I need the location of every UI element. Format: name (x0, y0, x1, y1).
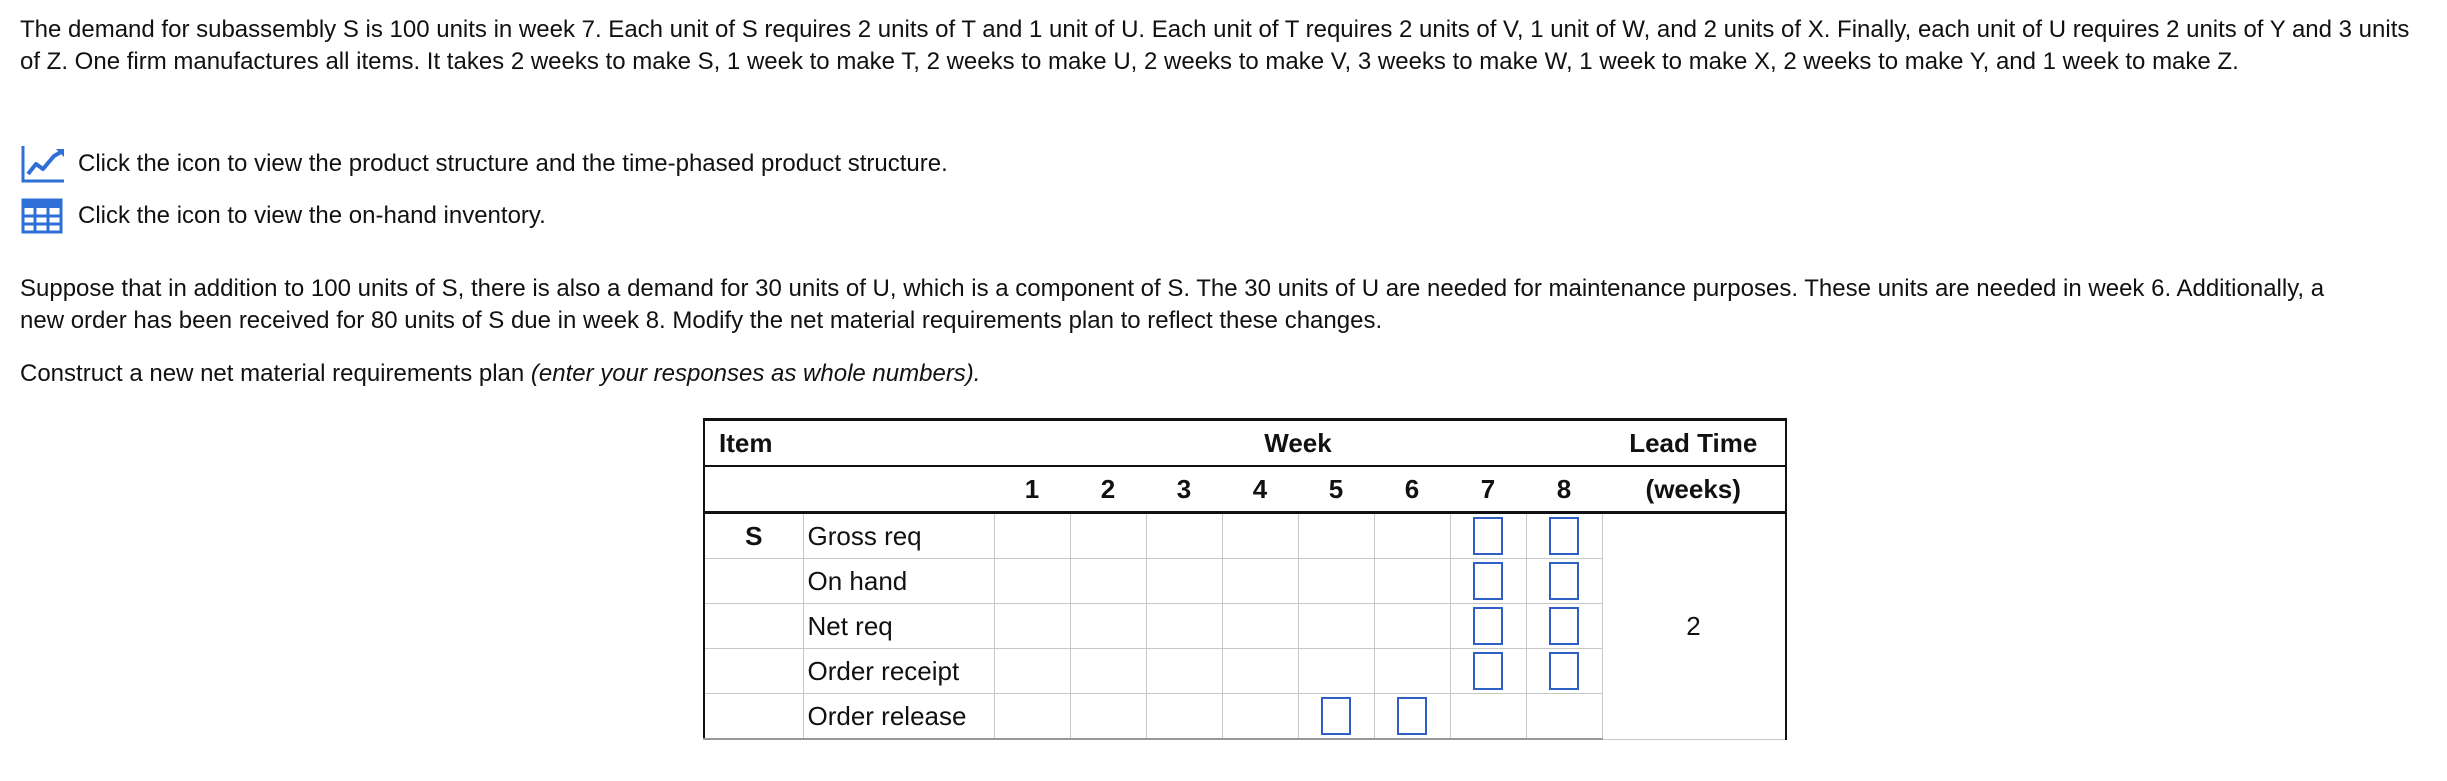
item-name: S (704, 513, 803, 559)
week-header: 5 (1298, 466, 1374, 513)
table-grid-icon[interactable] (20, 194, 70, 238)
week-cell (1374, 649, 1450, 694)
row-label: Order receipt (803, 649, 994, 694)
week-header: 4 (1222, 466, 1298, 513)
week-cell (1298, 559, 1374, 604)
week-cell (1450, 513, 1526, 559)
answer-input[interactable] (1549, 517, 1579, 555)
answer-input[interactable] (1473, 562, 1503, 600)
week-cell (1526, 559, 1602, 604)
instruction-main: Construct a new net material requirements plan (20, 360, 531, 387)
week-cell (1222, 649, 1298, 694)
week-cell (1222, 604, 1298, 649)
header-weeks-unit: (weeks) (1602, 466, 1786, 513)
week-cell (1374, 559, 1450, 604)
inventory-link-text[interactable]: Click the icon to view the on-hand inventory. (78, 202, 546, 229)
week-header: 1 (994, 466, 1070, 513)
week-cell (1298, 513, 1374, 559)
week-cell (1146, 649, 1222, 694)
week-cell (1526, 513, 1602, 559)
week-header: 2 (1070, 466, 1146, 513)
week-cell (1526, 694, 1602, 740)
instruction-italic: (enter your responses as whole numbers). (530, 360, 981, 387)
structure-link-text[interactable]: Click the icon to view the product structure and the time-phased product structure. (78, 150, 948, 177)
header-item: Item (704, 420, 803, 467)
header-row-2 (704, 466, 1786, 513)
week-cell (1070, 513, 1146, 559)
week-cell (1146, 604, 1222, 649)
answer-input[interactable] (1473, 517, 1503, 555)
header-week: Week (994, 420, 1602, 467)
row-label: Gross req (803, 513, 994, 559)
week-cell (1526, 604, 1602, 649)
inventory-link-row[interactable] (20, 194, 546, 238)
week-cell (1070, 604, 1146, 649)
mrp-row (704, 513, 1786, 559)
week-cell (994, 604, 1070, 649)
week-cell (1450, 559, 1526, 604)
answer-input[interactable] (1321, 697, 1351, 735)
week-cell (1070, 694, 1146, 740)
mrp-body (704, 513, 1786, 740)
structure-link-row[interactable] (20, 142, 948, 186)
week-cell (1526, 649, 1602, 694)
week-cell (1146, 559, 1222, 604)
week-cell (1222, 694, 1298, 740)
week-cell (1450, 694, 1526, 740)
mrp-table (703, 418, 1787, 740)
week-cell (994, 649, 1070, 694)
answer-input[interactable] (1549, 562, 1579, 600)
week-header: 3 (1146, 466, 1222, 513)
row-label: Order release (803, 694, 994, 740)
week-header: 7 (1450, 466, 1526, 513)
header-row-1 (704, 420, 1786, 467)
scenario-text: Suppose that in addition to 100 units of S, there is also a demand for 30 units of U, which is a component of S. The 30 units of U are needed for maintenance purposes. These units are needed in week 6. Additionally, a new order has been received for 80 units of S due in week 8. Modify the net material requirements plan to reflect these changes. (20, 275, 2325, 334)
week-cell (1298, 604, 1374, 649)
answer-input[interactable] (1549, 652, 1579, 690)
week-cell (1146, 513, 1222, 559)
week-cell (1450, 604, 1526, 649)
week-cell (1374, 513, 1450, 559)
week-cell (1222, 559, 1298, 604)
week-cell (1222, 513, 1298, 559)
week-cell (994, 694, 1070, 740)
answer-input[interactable] (1473, 607, 1503, 645)
week-cell (1374, 694, 1450, 740)
answer-input[interactable] (1473, 652, 1503, 690)
week-cell (1298, 649, 1374, 694)
week-header: 8 (1526, 466, 1602, 513)
week-cell (1298, 694, 1374, 740)
problem-intro: The demand for subassembly S is 100 units in week 7. Each unit of S requires 2 units of T and 1 unit of U. Each unit of T requires 2 units of V, 1 unit of W, and 2 units of X. Finally, each unit of U requires 2 units of Y and 3 units of Z. One firm manufactures all items. It takes 2 weeks to make S, 1 week to make T, 2 weeks to make U, 2 weeks to make V, 3 weeks to make W, 1 week to make X, 2 weeks to make Y, and 1 week to make Z. (20, 16, 2410, 75)
header-lead-time: Lead Time (1602, 420, 1786, 467)
week-cell (1450, 649, 1526, 694)
week-cell (994, 513, 1070, 559)
week-cell (994, 559, 1070, 604)
line-chart-icon[interactable] (20, 142, 70, 186)
lead-time-value: 2 (1602, 513, 1786, 740)
week-cell (1146, 694, 1222, 740)
week-cell (1070, 559, 1146, 604)
week-cell (1374, 604, 1450, 649)
row-label: Net req (803, 604, 994, 649)
row-label: On hand (803, 559, 994, 604)
week-cell (1070, 649, 1146, 694)
answer-input[interactable] (1549, 607, 1579, 645)
week-header: 6 (1374, 466, 1450, 513)
instruction-text (20, 358, 2430, 390)
answer-input[interactable] (1397, 697, 1427, 735)
